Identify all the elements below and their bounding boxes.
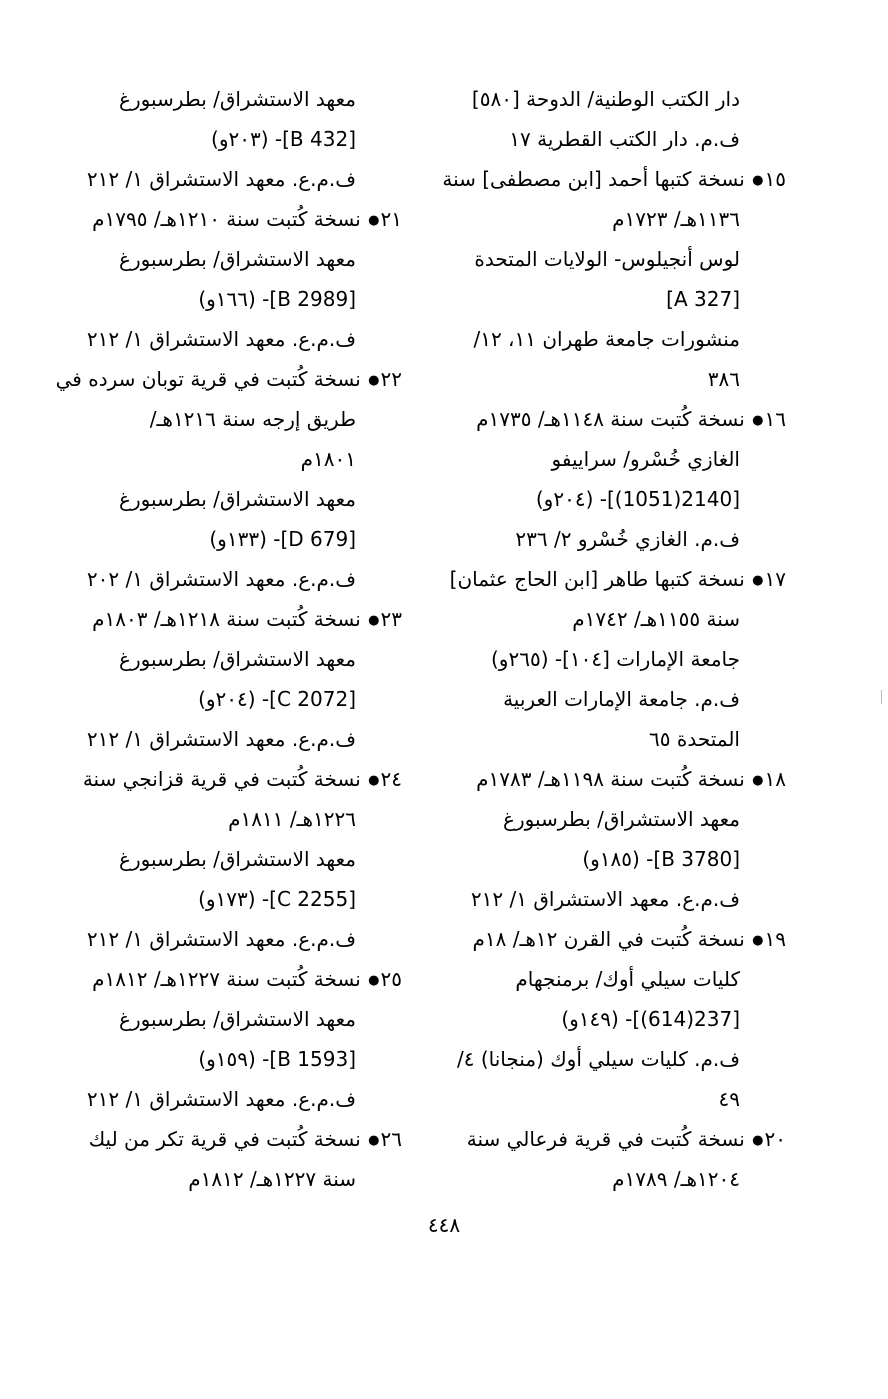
continuation-line: ٣٨٦	[707, 367, 740, 391]
continuation-line: ف.م.ع. معهد الاستشراق ١/ ٢١٢	[86, 1087, 356, 1111]
entry-number: ١٩	[764, 927, 786, 951]
entry-line	[441, 759, 786, 799]
entry-line	[441, 559, 786, 599]
continuation-line: سنة ١٢٢٧هـ/ ١٨١٢م	[188, 1167, 356, 1191]
entry-line	[62, 959, 402, 999]
entry-number: ١٦	[764, 407, 786, 431]
continuation-line: ف.م. كليات سيلي أوك (منجانا) ٤/	[456, 1047, 740, 1071]
entry-number: ٢٥	[380, 967, 402, 991]
continuation-line: سنة ١١٥٥هـ/ ١٧٤٢م	[572, 607, 740, 631]
entry-text: نسخة كُتبت سنة ١١٤٨هـ/ ١٧٣٥م	[476, 407, 745, 431]
continuation-line: ف.م. دار الكتب القطرية ١٧	[509, 127, 740, 151]
bullet-icon: ●	[752, 172, 764, 188]
continuation-line: معهد الاستشراق/ بطرسبورغ	[503, 807, 740, 831]
continuation-line: [D 679]- (١٣٣و)	[209, 527, 356, 551]
continuation-line: لوس أنجيلوس- الولايات المتحدة	[474, 247, 740, 271]
entry-number: ١٨	[764, 767, 786, 791]
entry-number: ٢٣	[380, 607, 402, 631]
entry-line	[62, 759, 402, 799]
entry-text: نسخة كُتبت سنة ١٢١٨هـ/ ١٨٠٣م	[92, 607, 361, 631]
entry-line	[62, 199, 402, 239]
continuation-line: [B 2989]- (١٦٦و)	[198, 287, 356, 311]
entry-text: نسخة كُتبت في قرية توبان سرده في	[55, 367, 361, 391]
continuation-line: جامعة الإمارات [١٠٤]- (٢٦٥و)	[491, 647, 740, 671]
continuation-line: معهد الاستشراق/ بطرسبورغ	[119, 1007, 356, 1031]
entry-text: نسخة كُتبت في قرية تكر من ليك	[88, 1127, 361, 1151]
continuation-line: ف.م.ع. معهد الاستشراق ١/ ٢١٢	[86, 927, 356, 951]
continuation-line: [2140(1051)]- (٢٠٤و)	[535, 487, 740, 511]
continuation-line: كليات سيلي أوك/ برمنجهام	[515, 967, 740, 991]
continuation-line: [B 3780]- (١٨٥و)	[582, 847, 740, 871]
continuation-line: الغازي خُسْرو/ سراييفو	[551, 447, 740, 471]
entry-number: ٢٢	[380, 367, 402, 391]
entry-text: نسخة كتبها أحمد [ابن مصطفى] سنة	[442, 167, 745, 191]
continuation-line: المتحدة ٦٥	[649, 727, 740, 751]
continuation-line: معهد الاستشراق/ بطرسبورغ	[119, 247, 356, 271]
entry-line	[62, 599, 402, 639]
entry-text: نسخة كُتبت سنة ١١٩٨هـ/ ١٧٨٣م	[476, 767, 745, 791]
continuation-line: معهد الاستشراق/ بطرسبورغ	[119, 87, 356, 111]
bullet-icon: ●	[368, 972, 380, 988]
continuation-line: [B 1593]- (١٥٩و)	[198, 1047, 356, 1071]
entry-text: نسخة كتبها طاهر [ابن الحاج عثمان]	[449, 567, 745, 591]
entry-line	[55, 359, 402, 399]
continuation-line: ف.م.ع. معهد الاستشراق ١/ ٢١٢	[470, 887, 740, 911]
bullet-icon: ●	[368, 612, 380, 628]
bullet-icon: ●	[752, 772, 764, 788]
margin-mark	[881, 690, 882, 704]
entry-line	[441, 399, 786, 439]
bullet-icon: ●	[752, 412, 764, 428]
continuation-line: ٤٩	[718, 1087, 740, 1111]
entry-line	[441, 159, 786, 199]
entry-number: ١٥	[764, 167, 786, 191]
continuation-line: ١١٣٦هـ/ ١٧٢٣م	[612, 207, 740, 231]
continuation-line: منشورات جامعة طهران ١١، ١٢/	[473, 327, 740, 351]
entry-line	[62, 1119, 402, 1159]
entry-number: ٢٠	[764, 1127, 786, 1151]
entry-text: نسخة كُتبت في قرية فرعالي سنة	[466, 1127, 745, 1151]
right-column	[441, 79, 786, 1199]
left-column	[55, 79, 402, 1199]
entry-number: ١٧	[764, 567, 786, 591]
bullet-icon: ●	[368, 772, 380, 788]
continuation-line: [C 2255]- (١٧٣و)	[198, 887, 356, 911]
continuation-line: ف.م. الغازي خُسْرو ٢/ ٢٣٦	[515, 527, 740, 551]
page-number: ٤٤٨	[427, 1213, 461, 1237]
continuation-line: ف.م.ع. معهد الاستشراق ١/ ٢٠٢	[86, 567, 356, 591]
entry-text: نسخة كُتبت في القرن ١٢هـ/ ١٨م	[472, 927, 745, 951]
continuation-line: معهد الاستشراق/ بطرسبورغ	[119, 487, 356, 511]
continuation-line: ف.م.ع. معهد الاستشراق ١/ ٢١٢	[86, 327, 356, 351]
continuation-line: معهد الاستشراق/ بطرسبورغ	[119, 647, 356, 671]
continuation-line: ف.م.ع. معهد الاستشراق ١/ ٢١٢	[86, 727, 356, 751]
continuation-line: ف.م. جامعة الإمارات العربية	[503, 687, 740, 711]
entry-number: ٢١	[380, 207, 402, 231]
continuation-line: [A 327]	[666, 287, 740, 311]
entry-number: ٢٤	[380, 767, 402, 791]
bullet-icon: ●	[752, 572, 764, 588]
entry-line	[441, 919, 786, 959]
continuation-line: [C 2072]- (٢٠٤و)	[198, 687, 356, 711]
entry-line	[441, 1119, 786, 1159]
bullet-icon: ●	[368, 372, 380, 388]
bullet-icon: ●	[752, 932, 764, 948]
continuation-line: معهد الاستشراق/ بطرسبورغ	[119, 847, 356, 871]
entry-text: نسخة كُتبت سنة ١٢١٠هـ/ ١٧٩٥م	[92, 207, 361, 231]
entry-number: ٢٦	[380, 1127, 402, 1151]
continuation-line: ١٨٠١م	[300, 447, 356, 471]
entry-text: نسخة كُتبت في قرية قزانجي سنة	[82, 767, 361, 791]
entry-text: نسخة كُتبت سنة ١٢٢٧هـ/ ١٨١٢م	[92, 967, 361, 991]
continuation-line: ١٢٠٤هـ/ ١٧٨٩م	[612, 1167, 740, 1191]
bullet-icon: ●	[368, 212, 380, 228]
continuation-line: طريق إرجه سنة ١٢١٦هـ/	[149, 407, 356, 431]
continuation-line: ف.م.ع. معهد الاستشراق ١/ ٢١٢	[86, 167, 356, 191]
continuation-line: [237(614)]- (١٤٩و)	[561, 1007, 740, 1031]
continuation-line: دار الكتب الوطنية/ الدوحة [٥٨٠]	[471, 87, 740, 111]
bullet-icon: ●	[368, 1132, 380, 1148]
continuation-line: ١٢٢٦هـ/ ١٨١١م	[228, 807, 356, 831]
bullet-icon: ●	[752, 1132, 764, 1148]
continuation-line: [B 432]- (٢٠٣و)	[211, 127, 356, 151]
